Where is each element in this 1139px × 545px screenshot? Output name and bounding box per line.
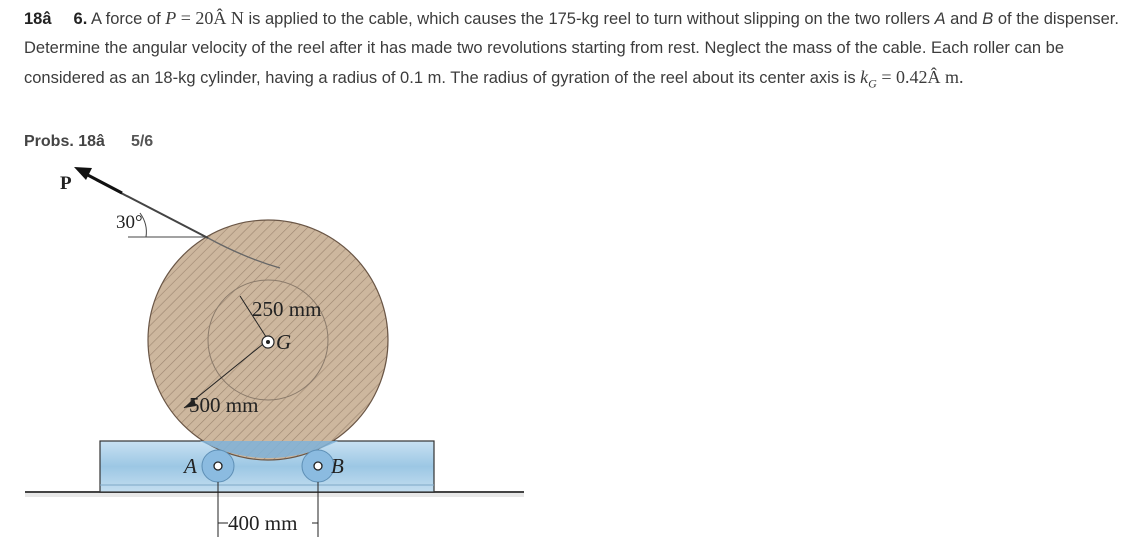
- reel-figure: [0, 160, 560, 540]
- gyration-value: = 0.42Â m.: [876, 67, 964, 87]
- force-value: = 20Â N: [176, 8, 244, 28]
- angle-label: 30°: [116, 212, 143, 233]
- reel-diagram: [0, 160, 560, 540]
- force-label: P: [60, 173, 72, 194]
- caption-label: Probs. 18â: [24, 133, 105, 150]
- problem-number: 18â: [24, 10, 52, 28]
- caption-pages: 5/6: [130, 133, 154, 150]
- center-dot: [266, 340, 270, 344]
- problem-lead: 6.: [73, 10, 88, 28]
- roller-b-pin: [314, 462, 322, 470]
- problem-text-1: A force of: [87, 10, 166, 28]
- roller-a-pin: [214, 462, 222, 470]
- problem-text-4: of the dispenser. Determine the angular velocity of the reel after it has made two revolutions starting from rest. Neglect the mass of the cable. Each roller can be considered as an 18-kg cylinder, having a radius of 0.1 m. The radius of gyration of the reel about its center axis is: [24, 10, 1119, 87]
- outer-radius-label: 500 mm: [189, 393, 259, 417]
- problem-text-2: is applied to the cable, which causes the 175-kg reel to turn without slipping on the two rollers: [243, 10, 935, 28]
- problem-text-3: and: [945, 10, 983, 28]
- force-arrow-head: [74, 167, 92, 180]
- center-label: G: [276, 330, 292, 354]
- spacing-label: 400 mm: [228, 511, 298, 535]
- roller-a-variable: A: [934, 10, 946, 28]
- inner-radius-label: 250 mm: [252, 297, 322, 321]
- figure-caption: [24, 133, 153, 151]
- gyration-variable: k: [860, 67, 869, 87]
- gyration-subscript: G: [868, 76, 877, 91]
- roller-a-label: A: [184, 454, 197, 478]
- ground-shadow: [25, 493, 524, 497]
- roller-b-variable: B: [982, 10, 994, 28]
- problem-statement: [24, 4, 1124, 98]
- force-variable: P: [165, 8, 177, 28]
- roller-b-label: B: [331, 454, 344, 478]
